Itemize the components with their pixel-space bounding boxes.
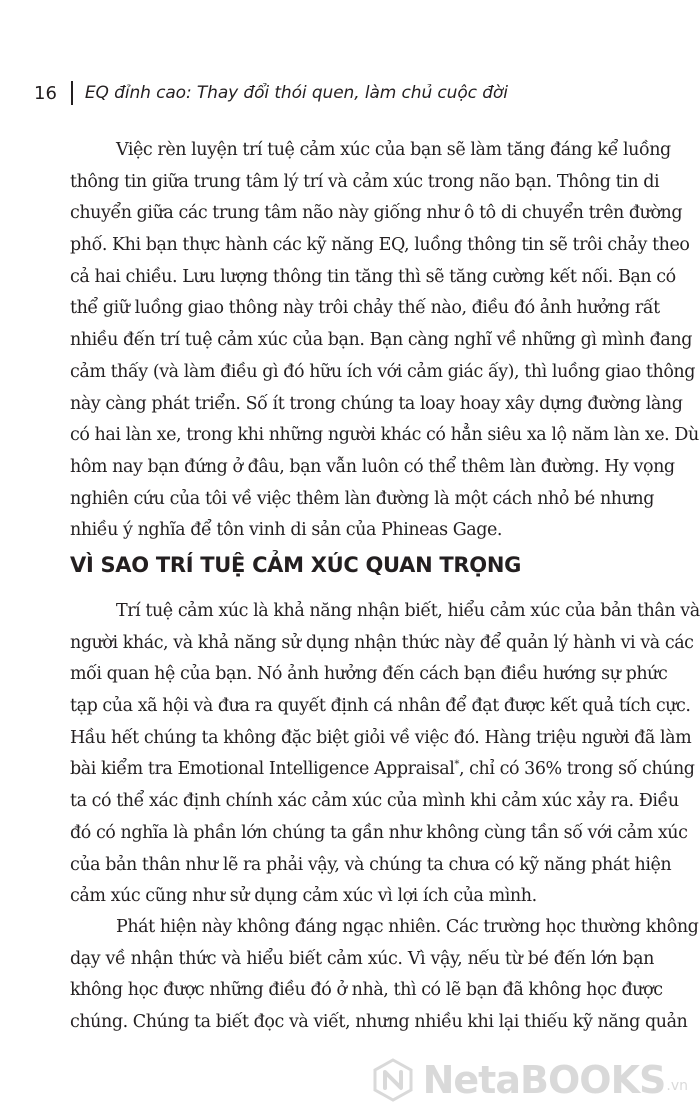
running-header bbox=[34, 80, 508, 106]
header-divider bbox=[71, 81, 73, 105]
text-line: đó có nghĩa là phần lớn chúng ta gần như không cùng tần số với cảm xúc bbox=[70, 822, 688, 843]
text-line: Việc rèn luyện trí tuệ cảm xúc của bạn sẽ làm tăng đáng kể luồng bbox=[116, 140, 671, 160]
text-line: thông tin giữa trung tâm lý trí và cảm xúc trong não bạn. Thông tin di bbox=[70, 171, 660, 192]
text-line: nhiều ý nghĩa để tôn vinh di sản của Phineas Gage. bbox=[70, 520, 503, 541]
text-line: người khác, và khả năng sử dụng nhận thức này để quản lý hành vi và các bbox=[70, 632, 694, 653]
text-segment: bài kiểm tra Emotional Intelligence Appraisal bbox=[70, 759, 455, 780]
watermark-suffix: .vn bbox=[666, 1078, 688, 1094]
page-number: 16 bbox=[34, 82, 57, 104]
watermark-brand: NetaBOOKS bbox=[422, 1058, 666, 1102]
text-line: tạp của xã hội và đưa ra quyết định cá nhân để đạt được kết quả tích cực. bbox=[70, 696, 691, 717]
text-line: ta có thể xác định chính xác cảm xúc của mình khi cảm xúc xảy ra. Điều bbox=[70, 791, 679, 812]
footnote-marker: * bbox=[454, 759, 459, 771]
text-line: dạy về nhận thức và hiểu biết cảm xúc. Vì vậy, nếu từ bé đến lớn bạn bbox=[70, 948, 654, 969]
text-line: cảm xúc cũng như sử dụng cảm xúc vì lợi ích của mình. bbox=[70, 886, 537, 907]
text-line: của bản thân như lẽ ra phải vậy, và chúng ta chưa có kỹ năng phát hiện bbox=[70, 854, 672, 875]
text-line: Hầu hết chúng ta không đặc biệt giỏi về việc đó. Hàng triệu người đã làm bbox=[70, 727, 692, 748]
text-line: nghiên cứu của tôi về việc thêm làn đường là một cách nhỏ bé nhưng bbox=[70, 488, 654, 509]
paragraph-1 bbox=[70, 135, 699, 547]
text-line: có hai làn xe, trong khi những người khác có hẳn siêu xa lộ năm làn xe. Dù bbox=[70, 425, 699, 446]
text-line: chúng. Chúng ta biết đọc và viết, nhưng nhiều khi lại thiếu kỹ năng quản bbox=[70, 1012, 688, 1033]
text-line: cảm thấy (và làm điều gì đó hữu ích với cảm giác ấy), thì luồng giao thông bbox=[70, 361, 695, 382]
watermark bbox=[371, 1058, 688, 1102]
paragraph-2 bbox=[70, 596, 700, 913]
text-line-with-footnote bbox=[70, 754, 695, 786]
text-line: thể giữ luồng giao thông này trôi chảy thế nào, điều đó ảnh hưởng rất bbox=[70, 298, 660, 319]
text-line: hôm nay bạn đứng ở đâu, bạn vẫn luôn có thể thêm làn đường. Hy vọng bbox=[70, 456, 675, 477]
section-heading: VÌ SAO TRÍ TUỆ CẢM XÚC QUAN TRỌNG bbox=[70, 553, 522, 577]
netabooks-logo-icon bbox=[371, 1058, 415, 1102]
text-line: chuyển giữa các trung tâm não này giống như ô tô di chuyển trên đường bbox=[70, 203, 683, 224]
text-line: nhiều đến trí tuệ cảm xúc của bạn. Bạn càng nghĩ về những gì mình đang bbox=[70, 330, 692, 351]
paragraph-3 bbox=[70, 912, 699, 1039]
running-title: EQ đỉnh cao: Thay đổi thói quen, làm chủ cuộc đời bbox=[84, 83, 508, 103]
text-segment: , chỉ có 36% trong số chúng bbox=[458, 759, 695, 780]
text-line: này càng phát triển. Số ít trong chúng ta loay hoay xây dựng đường làng bbox=[70, 393, 683, 414]
text-line: Trí tuệ cảm xúc là khả năng nhận biết, hiểu cảm xúc của bản thân và bbox=[116, 601, 700, 621]
text-line: mối quan hệ của bạn. Nó ảnh hưởng đến cách bạn điều hướng sự phức bbox=[70, 664, 668, 685]
text-line: cả hai chiều. Lưu lượng thông tin tăng thì sẽ tăng cường kết nối. Bạn có bbox=[70, 266, 676, 287]
text-line: Phát hiện này không đáng ngạc nhiên. Các trường học thường không bbox=[116, 917, 699, 937]
text-line: không học được những điều đó ở nhà, thì có lẽ bạn đã không học được bbox=[70, 980, 663, 1001]
text-line: phố. Khi bạn thực hành các kỹ năng EQ, luồng thông tin sẽ trôi chảy theo bbox=[70, 235, 690, 256]
